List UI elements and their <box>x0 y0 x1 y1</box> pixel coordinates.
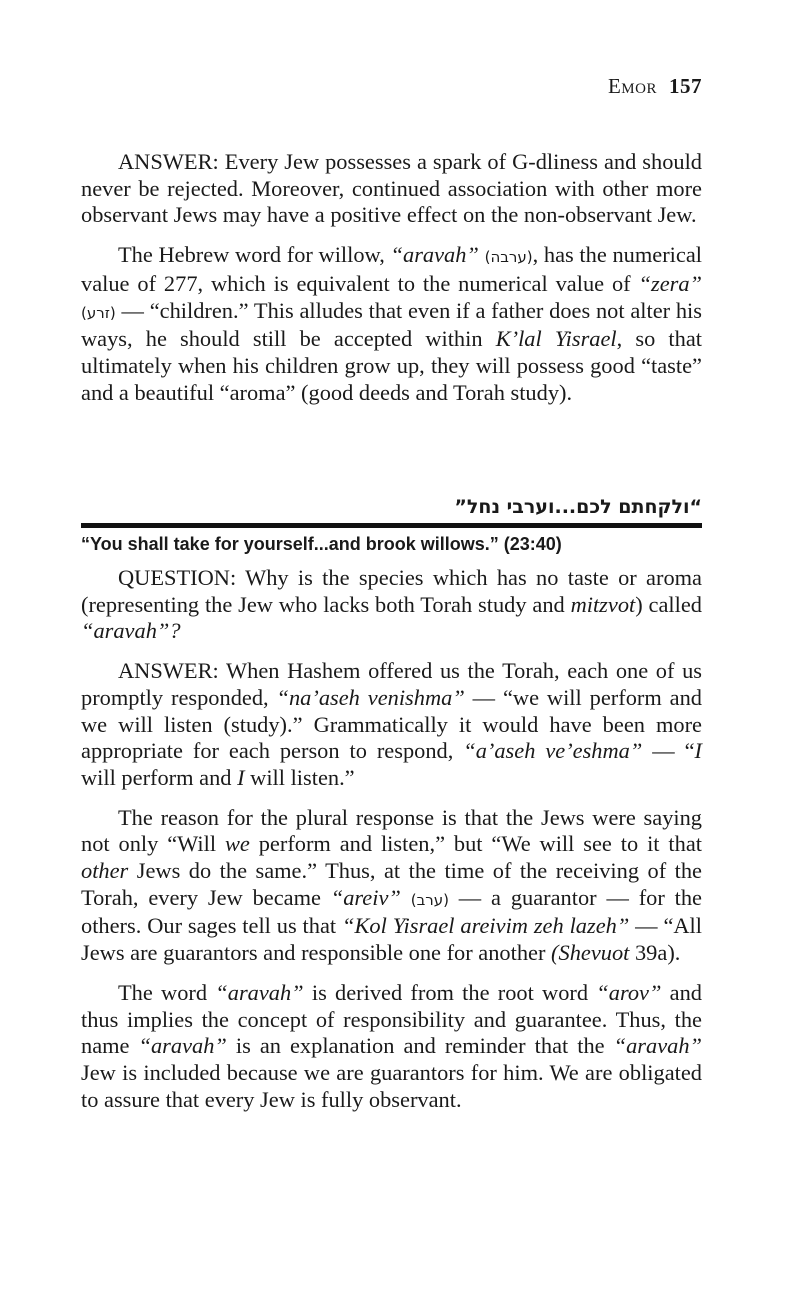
text-run: — “All Jews are guarantors and responsible one for another <box>81 913 703 966</box>
term-arov: “arov” <box>596 979 662 1005</box>
text-run: Jews do the same.” Thus, at the time of the receiving of the Torah, every Jew became <box>81 858 702 910</box>
text-run: will listen.” <box>244 764 355 790</box>
text-run: 39a). <box>629 940 681 966</box>
section-divider <box>81 523 702 528</box>
term-zera: “zera” <box>638 270 702 296</box>
page-number: 157 <box>669 74 702 98</box>
book-page <box>81 0 702 1300</box>
text-run: QUESTION: Why is the species which has no taste or aroma (representing the Jew who lacks both Torah study and <box>81 565 702 617</box>
text-run: is derived from the root word <box>303 979 597 1005</box>
text-run: Jew is included because we are guarantors for him. We are obligated to assure that every Jew is fully observant. <box>81 1059 702 1112</box>
section-two <box>81 565 702 1113</box>
text-run: perform and listen,” but “We will see to it that <box>249 831 702 857</box>
text-run: will perform and <box>81 764 238 790</box>
text-run: and thus implies the concept of responsibility and guarantee. Thus, the name <box>81 979 702 1059</box>
emphasis-other: other <box>81 858 129 884</box>
term-kol-yisrael: “Kol Yisrael areivim zeh lazeh” <box>342 913 630 939</box>
hebrew-aravah: (ערבה) <box>484 248 533 267</box>
text-run: The reason for the plural response is that the Jews were saying not only “Will <box>81 804 702 857</box>
word-paragraph <box>81 980 702 1114</box>
citation-shevuot: (Shevuot <box>551 940 630 966</box>
answer-label: ANSWER: <box>118 149 219 174</box>
term-aravah: “aravah” <box>390 242 479 268</box>
text-run: — a guarantor — for the others. Our sages tell us that <box>81 884 702 939</box>
verse-english: “You shall take for yourself...and brook willows.” (23:40) <box>81 534 562 554</box>
section-one <box>81 149 702 406</box>
term-aaseh-veeshma: “a’aseh ve’eshma” <box>463 738 643 764</box>
header-title: Emor <box>607 74 657 98</box>
question-paragraph <box>81 565 702 645</box>
emphasis-i: I <box>694 738 702 764</box>
term-areiv: “areiv” <box>330 884 401 910</box>
term-naaseh-venishma: “na’aseh venishma” <box>276 684 465 710</box>
term-aravah: “aravah” <box>215 979 304 1005</box>
text-run: ) called <box>635 591 702 617</box>
term-aravah: “aravah” <box>138 1033 227 1059</box>
emphasis-we: we <box>224 831 250 857</box>
text-run: The word <box>118 979 216 1005</box>
reason-paragraph <box>81 805 702 967</box>
text-run: , so that ultimately when his children grow up, they will possess good “taste” and a beautiful “aroma” (good deeds and Torah study). <box>81 326 703 405</box>
answer-paragraph <box>81 149 702 229</box>
answer-paragraph <box>81 658 702 792</box>
hebrew-zera: (זרע) <box>81 303 116 322</box>
hebrew-areiv: (ערב) <box>410 890 449 909</box>
term-klal-yisrael: K’lal Yisrael <box>495 326 617 352</box>
emphasis-i: I <box>237 764 245 790</box>
term-aravah: “aravah”? <box>81 618 181 644</box>
text-run: — “we will perform and we will listen (study).” Grammatically it would have been more appropriate for each person to respond, <box>81 684 702 764</box>
text-run: ANSWER: When Hashem offered us the Torah, each one of us promptly responded, <box>81 658 702 710</box>
text-run: — “ <box>642 738 695 764</box>
term-aravah: “aravah” <box>613 1033 702 1059</box>
text-run: — “children.” This alludes that even if a father does not alter his ways, he should still be accepted within <box>81 297 702 352</box>
text-run: is an explanation and reminder that the <box>226 1033 614 1059</box>
running-header <box>608 74 702 99</box>
verse-hebrew: “ולקחתם לכם...וערבי נחל” <box>454 496 702 518</box>
answer-text: Every Jew possesses a spark of G-dliness and should never be rejected. Moreover, continued association with other more observant Jews may have a positive effect on the non-observant Jew. <box>81 149 702 228</box>
term-mitzvot: mitzvot <box>570 591 636 617</box>
text-run: , has the numerical value of 277, which is equivalent to the numerical value of <box>81 242 702 296</box>
text-run: The Hebrew word for willow, <box>118 242 391 268</box>
gematria-paragraph <box>81 242 702 406</box>
